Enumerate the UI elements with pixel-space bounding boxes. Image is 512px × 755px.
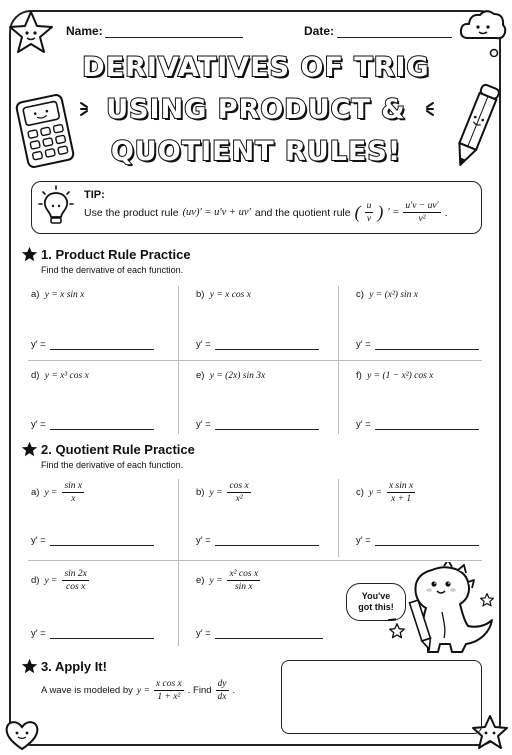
answer-label: y′ = bbox=[196, 628, 211, 639]
answer-field-1b[interactable] bbox=[215, 349, 319, 350]
paren-open: ( bbox=[354, 202, 361, 222]
divider bbox=[178, 479, 179, 646]
calculator-icon bbox=[14, 92, 76, 170]
title-line-3: QUOTIENT RULES! bbox=[110, 136, 402, 167]
heart-face-icon bbox=[2, 715, 42, 753]
speech-bubble: You've got this! bbox=[346, 583, 406, 621]
name-field[interactable] bbox=[105, 37, 243, 38]
lightbulb-icon bbox=[38, 184, 74, 230]
problem-1c: c) y = (x²) sin x bbox=[356, 289, 419, 300]
answer-field-2b[interactable] bbox=[215, 545, 319, 546]
star-face-icon bbox=[6, 8, 56, 58]
date-field[interactable] bbox=[337, 37, 452, 38]
star-doodle-icon bbox=[479, 592, 495, 608]
answer-label: y′ = bbox=[356, 535, 371, 546]
circle-doodle-icon bbox=[489, 48, 499, 58]
answer-field-1f[interactable] bbox=[375, 429, 479, 430]
answer-label: y′ = bbox=[196, 535, 211, 546]
date-label: Date: bbox=[304, 24, 335, 38]
answer-label: y′ = bbox=[356, 419, 371, 430]
apply-problem: A wave is modeled by y = $\frac{\text{x cos x}}{\text{1 + x²}}$ . Find $\frac{dy}{dx}$ . bbox=[41, 679, 236, 702]
answer-field-1a[interactable] bbox=[50, 349, 154, 350]
tip-text-a: Use the product rule bbox=[84, 206, 179, 219]
answer-label: y′ = bbox=[196, 419, 211, 430]
problem-2b: b) y = $\frac{\text{cos x}}{\text{x²}}$ bbox=[196, 481, 249, 504]
quotient-prime: ′ = bbox=[387, 207, 400, 218]
answer-field-2a[interactable] bbox=[50, 545, 154, 546]
u-over-v: $\frac{u}{v}$ bbox=[366, 201, 372, 224]
sparkle-icon bbox=[78, 100, 98, 118]
section2-subtitle: Find the derivative of each function. bbox=[41, 460, 184, 470]
sparkle-icon bbox=[416, 100, 436, 118]
quotient-rule-fraction: $\frac{u'v - uv'}{\text{v²}}$ bbox=[405, 201, 439, 224]
tip-text bbox=[84, 201, 448, 224]
section3-title: 3. Apply It! bbox=[41, 659, 107, 674]
star-bullet-icon bbox=[21, 441, 38, 458]
tip-text-b: and the quotient rule bbox=[254, 206, 351, 219]
star-bullet-icon bbox=[21, 658, 38, 675]
divider bbox=[28, 360, 482, 361]
section1-title: 1. Product Rule Practice bbox=[41, 247, 191, 262]
cloud-face-icon bbox=[458, 6, 508, 46]
answer-field-2c[interactable] bbox=[375, 545, 479, 546]
title-line-2: USING PRODUCT & bbox=[106, 94, 406, 125]
paren-close: ) bbox=[377, 202, 384, 222]
pencil-icon bbox=[452, 78, 500, 174]
section1-subtitle: Find the derivative of each function. bbox=[41, 265, 184, 275]
answer-field-1c[interactable] bbox=[375, 349, 479, 350]
section2-title: 2. Quotient Rule Practice bbox=[41, 442, 195, 457]
tip-label: TIP: bbox=[84, 189, 105, 201]
star-bullet-icon bbox=[21, 246, 38, 263]
answer-label: y′ = bbox=[31, 419, 46, 430]
star-doodle-icon bbox=[388, 622, 406, 640]
answer-field-1d[interactable] bbox=[50, 429, 154, 430]
product-rule-formula: (uv)′ = u′v + uv′ bbox=[182, 207, 251, 218]
problem-1f: f) y = (1 − x²) cos x bbox=[356, 370, 434, 381]
apply-answer-box[interactable] bbox=[281, 660, 482, 734]
problem-2c: c) y = $\frac{\text{x sin x}}{x + 1}$ bbox=[356, 481, 414, 504]
problem-2a: a) y = $\frac{\text{sin x}}{x}$ bbox=[31, 481, 83, 504]
answer-label: y′ = bbox=[196, 339, 211, 350]
answer-label: y′ = bbox=[356, 339, 371, 350]
problem-1e: e) y = (2x) sin 3x bbox=[196, 370, 266, 381]
answer-field-2d[interactable] bbox=[50, 638, 154, 639]
divider bbox=[338, 479, 339, 557]
problem-2d: d) y = $\frac{\sin 2x}{\text{cos x}}$ bbox=[31, 569, 87, 592]
problem-1b: b) y = x cos x bbox=[196, 289, 251, 300]
divider bbox=[28, 560, 482, 561]
answer-field-2e[interactable] bbox=[215, 638, 323, 639]
problem-1d: d) y = x³ cos x bbox=[31, 370, 89, 381]
problem-2e: e) y = $\frac{\text{x² cos x}}{\text{sin x}}$ bbox=[196, 569, 259, 592]
problem-1a: a) y = x sin x bbox=[31, 289, 85, 300]
title-line-1: DERIVATIVES OF TRIG bbox=[82, 52, 430, 83]
dinosaur-mascot-icon bbox=[382, 562, 500, 658]
answer-label: y′ = bbox=[31, 628, 46, 639]
answer-label: y′ = bbox=[31, 535, 46, 546]
answer-label: y′ = bbox=[31, 339, 46, 350]
name-label: Name: bbox=[66, 24, 103, 38]
tip-end: . bbox=[444, 206, 448, 219]
answer-field-1e[interactable] bbox=[215, 429, 319, 430]
